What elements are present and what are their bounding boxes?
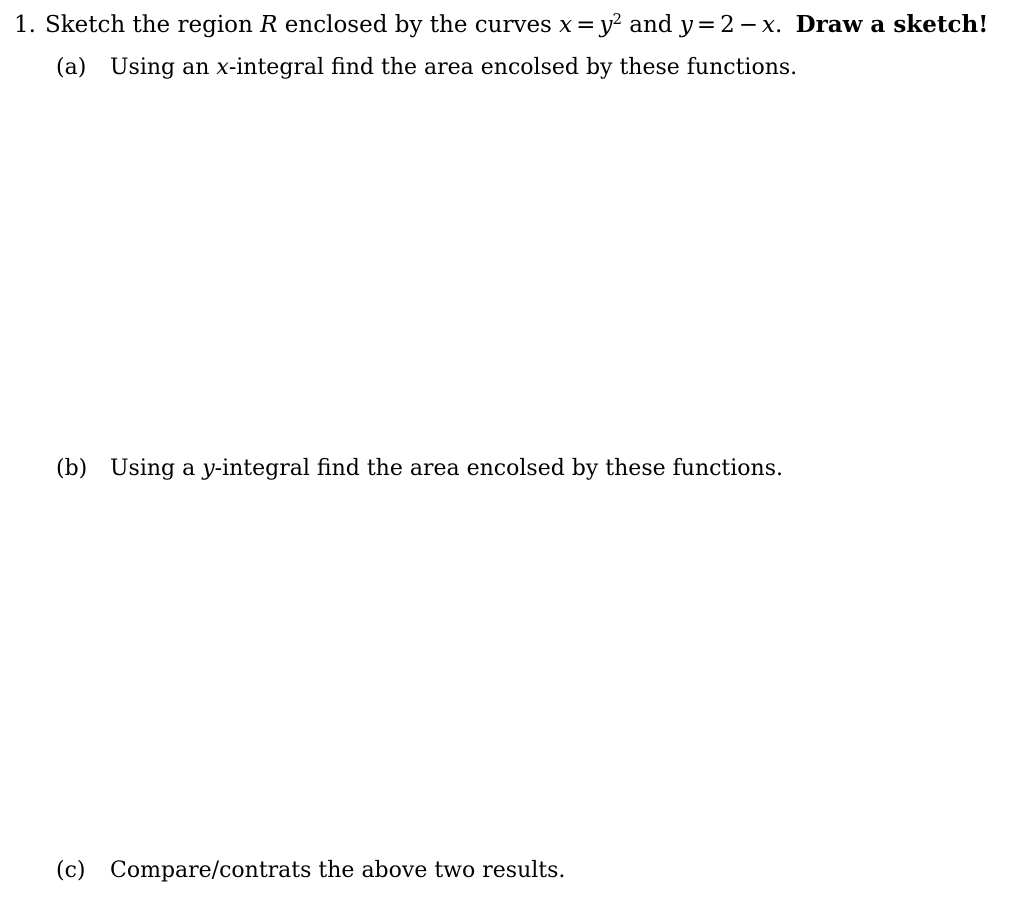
curve1-rhs-base: y: [599, 12, 613, 38]
part-b-text-before: Using a: [110, 456, 196, 481]
part-c-label: (c): [56, 858, 86, 883]
equals-sign: =: [576, 12, 596, 38]
part-c-text: Compare/contrats the above two results.: [110, 858, 566, 883]
part-b-variable: y: [202, 456, 215, 481]
curve2-var: x: [762, 12, 776, 38]
curve2-lhs: y: [679, 12, 693, 38]
part-b: [56, 458, 783, 480]
minus-sign: −: [738, 12, 759, 38]
part-b-label: (b): [56, 456, 88, 481]
part-a-text-after: -integral find the area encolsed by these functions.: [228, 55, 798, 80]
emphasis-text: Draw a sketch!: [795, 11, 989, 38]
part-a-text-before: Using an: [110, 55, 210, 80]
part-a-label: (a): [56, 55, 87, 80]
problem-enclosed-text: enclosed by the curves: [284, 12, 552, 38]
equals-sign-2: =: [696, 12, 717, 38]
problem-intro: Sketch the region: [44, 12, 253, 38]
period: .: [775, 12, 783, 38]
part-a-variable: x: [216, 55, 229, 80]
part-a: [56, 57, 797, 79]
part-c: [56, 860, 565, 882]
curve1-exponent: 2: [612, 9, 622, 28]
curve2-constant: 2: [720, 12, 735, 38]
problem-statement: [14, 9, 989, 38]
part-b-text-after: -integral find the area encolsed by these functions.: [214, 456, 784, 481]
curve1-lhs: x: [559, 12, 573, 38]
problem-number: 1.: [14, 12, 36, 38]
region-symbol: R: [260, 12, 278, 38]
and-text: and: [629, 12, 673, 38]
